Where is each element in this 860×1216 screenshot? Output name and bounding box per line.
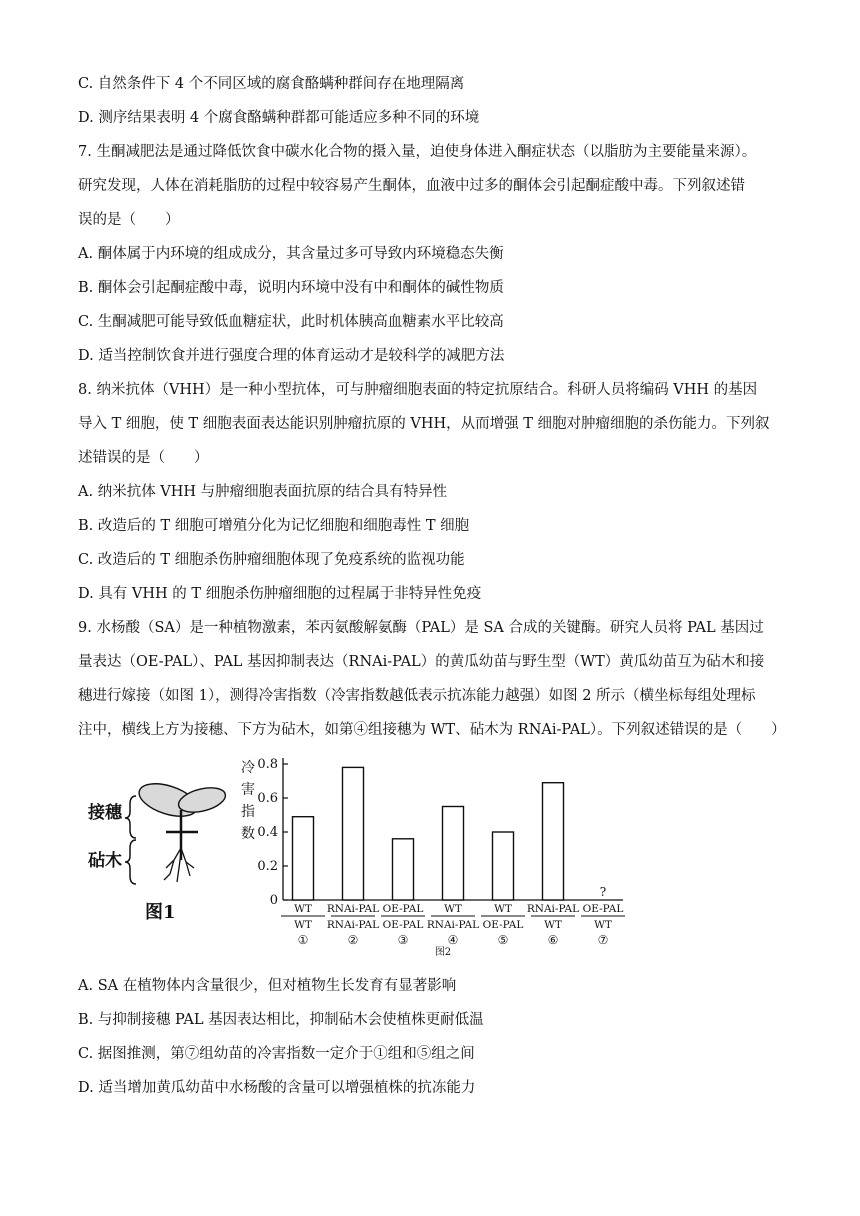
unknown-value-marker: ? (599, 885, 607, 899)
chart-x-labels (281, 903, 625, 947)
x-label-scion: RNAi-PAL (526, 903, 580, 915)
ylabel-char-3: 指 (241, 804, 255, 820)
x-label-group-number: ⑤ (497, 933, 509, 947)
q9-stem-line1: 9. 水杨酸（SA）是一种植物激素，苯丙氨酸解氨酶（PAL）是 SA 合成的关键酶。研究人员将 PAL 基因过 (78, 620, 764, 636)
q8-option-a: A. 纳米抗体 VHH 与肿瘤细胞表面抗原的结合具有特异性 (78, 484, 448, 500)
label-scion: 接穗 (88, 803, 122, 823)
x-label-scion: OE-PAL (582, 903, 624, 915)
x-label-rootstock: WT (294, 919, 312, 931)
x-label-rootstock: WT (594, 919, 612, 931)
x-label-scion: WT (294, 903, 312, 915)
x-label-scion: OE-PAL (382, 903, 424, 915)
bar-group-3 (393, 839, 414, 900)
x-label-rootstock: WT (544, 919, 562, 931)
x-label-group-number: ⑦ (597, 933, 609, 947)
x-label-rootstock: RNAi-PAL (326, 919, 380, 931)
ylabel-char-1: 冷 (241, 760, 255, 776)
x-label-scion: WT (444, 903, 462, 915)
x-label-group-number: ① (297, 933, 309, 947)
q7-stem-line2: 研究发现，人体在消耗脂肪的过程中较容易产生酮体，血液中过多的酮体会引起酮症酸中毒。下列叙述错 (78, 178, 745, 194)
q7-option-a: A. 酮体属于内环境的组成成分，其含量过多可导致内环境稳态失衡 (78, 246, 504, 262)
figure-2-chart (233, 748, 693, 963)
q6-option-d: D. 测序结果表明 4 个腐食酪螨种群都可能适应多种不同的环境 (78, 110, 480, 126)
figure-1-caption: 图1 (145, 902, 176, 923)
q9-option-b: B. 与抑制接穗 PAL 基因表达相比，抑制砧木会使植株更耐低温 (78, 1012, 484, 1028)
ylabel-char-2: 害 (241, 782, 255, 798)
q6-option-c: C. 自然条件下 4 个不同区域的腐食酪螨种群间存在地理隔离 (78, 76, 465, 92)
q9-stem-line2: 量表达（OE-PAL）、PAL 基因抑制表达（RNAi-PAL）的黄瓜幼苗与野生型（WT）黄瓜幼苗互为砧木和接 (78, 654, 765, 670)
bar-group-2 (343, 767, 364, 900)
q8-stem-line1: 8. 纳米抗体（VHH）是一种小型抗体，可与肿瘤细胞表面的特定抗原结合。科研人员将编码 VHH 的基因 (78, 382, 758, 398)
roots (164, 848, 194, 882)
q8-stem-line2: 导入 T 细胞，使 T 细胞表面表达能识别肿瘤抗原的 VHH，从而增强 T 细胞对肿瘤细胞的杀伤能力。下列叙 (78, 416, 770, 432)
x-label-group-number: ③ (397, 933, 409, 947)
q7-stem-line3: 误的是（ ） (78, 212, 180, 228)
brace-rootstock (125, 840, 136, 884)
q7-option-d: D. 适当控制饮食并进行强度合理的体育运动才是较科学的减肥方法 (78, 348, 505, 364)
q9-stem-line4: 注中，横线上方为接穗、下方为砧木，如第④组接穗为 WT、砧木为 RNAi-PAL）。下列叙述错误的是（ ） (78, 722, 786, 738)
y-tick-label: 0 (269, 893, 278, 908)
x-label-group-number: ⑥ (547, 933, 559, 947)
label-rootstock: 砧木 (88, 851, 122, 871)
y-tick-label: 0.6 (257, 791, 278, 806)
figure-1-seedling (78, 748, 238, 948)
bar-group-4 (443, 807, 464, 901)
q9-stem-line3: 穗进行嫁接（如图 1），测得冷害指数（冷害指数越低表示抗冻能力越强）如图 2 所示（横坐标每组处理标 (78, 688, 756, 704)
q7-option-c: C. 生酮减肥可能导致低血糖症状，此时机体胰高血糖素水平比较高 (78, 314, 504, 330)
q9-option-d: D. 适当增加黄瓜幼苗中水杨酸的含量可以增强植株的抗冻能力 (78, 1080, 476, 1096)
brace-scion (125, 796, 136, 838)
bar-group-5 (493, 832, 514, 900)
x-label-rootstock: OE-PAL (482, 919, 524, 931)
q7-option-b: B. 酮体会引起酮症酸中毒，说明内环境中没有中和酮体的碱性物质 (78, 280, 504, 296)
q8-option-b: B. 改造后的 T 细胞可增殖分化为记忆细胞和细胞毒性 T 细胞 (78, 518, 470, 534)
x-label-scion: WT (494, 903, 512, 915)
q9-option-c: C. 据图推测，第⑦组幼苗的冷害指数一定介于①组和⑤组之间 (78, 1046, 475, 1062)
y-tick-label: 0.8 (257, 757, 278, 772)
q8-option-c: C. 改造后的 T 细胞杀伤肿瘤细胞体现了免疫系统的监视功能 (78, 552, 465, 568)
bar-group-1 (293, 817, 314, 900)
x-label-group-number: ② (347, 933, 359, 947)
figure-2-caption: 图2 (434, 947, 452, 958)
q9-option-a: A. SA 在植物体内含量很少，但对植物生长发育有显著影响 (78, 978, 457, 994)
x-label-rootstock: RNAi-PAL (426, 919, 480, 931)
bar-group-6 (543, 783, 564, 900)
ylabel-char-4: 数 (241, 826, 255, 842)
q8-stem-line3: 述错误的是（ ） (78, 450, 209, 466)
q7-stem-line1: 7. 生酮减肥法是通过降低饮食中碳水化合物的摄入量，迫使身体进入酮症状态（以脂肪为主要能量来源）。 (78, 144, 757, 160)
x-label-group-number: ④ (447, 933, 459, 947)
q9-figures (78, 748, 778, 963)
x-label-scion: RNAi-PAL (326, 903, 380, 915)
chart-bars (293, 767, 607, 900)
q8-option-d: D. 具有 VHH 的 T 细胞杀伤肿瘤细胞的过程属于非特异性免疫 (78, 586, 482, 602)
y-tick-label: 0.4 (257, 825, 278, 840)
y-tick-label: 0.2 (257, 859, 278, 874)
x-label-rootstock: OE-PAL (382, 919, 424, 931)
